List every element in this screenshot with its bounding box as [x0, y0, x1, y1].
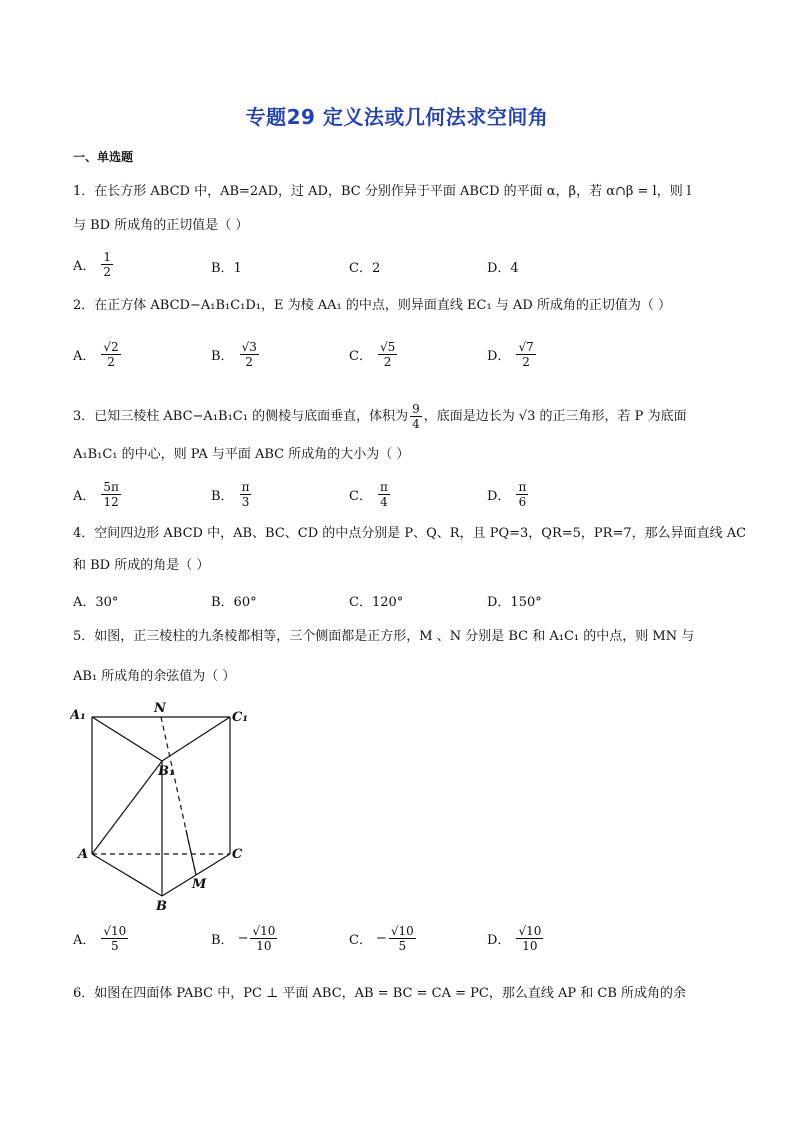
option-label: A． — [73, 489, 96, 504]
label-b1: B₁ — [158, 764, 175, 779]
page-title: 专题29 定义法或几何法求空间角 — [245, 105, 549, 129]
q2-option-c[interactable] — [349, 340, 397, 369]
q5-option-d[interactable] — [487, 924, 543, 953]
q4-option-d[interactable]: D．150° — [487, 595, 542, 610]
fraction: $\frac{√7}{2}$ — [518, 340, 534, 369]
fraction: $\frac{√5}{2}$ — [379, 340, 396, 369]
label-c: C — [232, 847, 243, 862]
edge-ab — [92, 854, 162, 896]
option-label: B． — [211, 933, 234, 948]
q2-stem-line1: 2．在正方体 ABCD−A₁B₁C₁D₁，E 为棱 AA₁ 的中点，则异面直线 EC₁ 与 AD 所成角的正切值为（ ） — [73, 298, 672, 313]
option-label: C． — [349, 933, 372, 948]
label-m: M — [192, 877, 207, 892]
q5-option-b[interactable] — [211, 924, 277, 953]
fraction: $\frac{√10}{5}$ — [390, 924, 414, 953]
option-label: B． — [211, 349, 234, 364]
option-label: B． — [211, 489, 234, 504]
fraction: $\frac{√3}{2}$ — [241, 340, 257, 369]
option-label: C． — [349, 489, 372, 504]
option-label: D． — [487, 933, 511, 948]
q3-option-d[interactable] — [487, 480, 528, 509]
label-n: N — [154, 701, 166, 716]
minus-sign: − — [375, 931, 387, 946]
label-a1: A₁ — [70, 708, 86, 723]
label-b: B — [156, 899, 167, 914]
label-c1: C₁ — [232, 710, 249, 725]
fraction: $\frac{√10}{10}$ — [252, 924, 276, 953]
fraction: $\frac{√2}{2}$ — [103, 340, 119, 369]
q5-stem-line2: AB₁ 所成角的余弦值为（ ） — [73, 669, 236, 684]
q4-option-b[interactable]: B．60° — [211, 595, 257, 610]
q1-stem-line2: 与 BD 所成角的正切值是（ ） — [73, 218, 249, 233]
q5-option-a[interactable] — [73, 924, 128, 953]
q3-option-c[interactable] — [349, 480, 390, 509]
option-label: D． — [487, 489, 511, 504]
q3-stem-line2: A₁B₁C₁ 的中心，则 PA 与平面 ABC 所成角的大小为（ ） — [73, 447, 410, 462]
prism-figure — [70, 700, 260, 915]
q4-option-a[interactable]: A．30° — [73, 595, 119, 610]
minus-sign: − — [237, 931, 249, 946]
q1-option-c[interactable]: C．2 — [349, 261, 381, 276]
fraction: $\frac{1}{2}$ — [103, 250, 112, 279]
fraction: $\frac{\pi}{6}$ — [518, 480, 527, 509]
segment-ab1 — [92, 761, 162, 854]
q2-option-d[interactable] — [487, 340, 536, 369]
q3-stem-line1: 3．已知三棱柱 ABC−A₁B₁C₁ 的侧棱与底面垂直，体积为 $\frac{9}{4}$ ，底面是边长为 √3 的正三角形，若 P 为底面 — [73, 402, 687, 431]
fraction: $\frac{\pi}{3}$ — [241, 480, 250, 509]
q1-stem-line1: 1．在长方形 ABCD 中，AB=2AD，过 AD，BC 分别作异于平面 ABCD 的平面 α，β，若 α∩β = l，则 l — [73, 184, 691, 199]
q1-option-a[interactable] — [73, 250, 113, 279]
q2-option-b[interactable] — [211, 340, 259, 369]
label-a: A — [78, 847, 89, 862]
option-label: A． — [73, 259, 96, 274]
q5-stem-line1: 5．如图，正三棱柱的九条棱都相等，三个侧面都是正方形，M 、N 分别是 BC 和 A₁C₁ 的中点，则 MN 与 — [73, 629, 695, 644]
q4-stem-line2: 和 BD 所成的角是（ ） — [73, 558, 210, 573]
segment-mn-visible — [186, 830, 196, 875]
fraction: $\frac{√10}{10}$ — [518, 924, 542, 953]
fraction: $\frac{5\pi}{12}$ — [103, 480, 119, 509]
q5-option-c[interactable] — [349, 924, 416, 953]
fraction: $\frac{\pi}{4}$ — [379, 480, 388, 509]
q1-option-d[interactable]: D．4 — [487, 261, 519, 276]
edge-b1c1 — [162, 717, 230, 761]
option-label: D． — [487, 349, 511, 364]
section-heading: 一、单选题 — [73, 150, 134, 164]
q2-option-a[interactable] — [73, 340, 121, 369]
option-label: A． — [73, 933, 96, 948]
q1-option-b[interactable]: B．1 — [211, 261, 242, 276]
q3-option-b[interactable] — [211, 480, 251, 509]
fraction: $\frac{√10}{5}$ — [103, 924, 127, 953]
q4-stem-line1: 4．空间四边形 ABCD 中，AB、BC、CD 的中点分别是 P、Q、R，且 PQ=3，QR=5，PR=7，那么异面直线 AC — [73, 526, 747, 541]
q6-stem-line1: 6．如图在四面体 PABC 中，PC ⊥ 平面 ABC，AB = BC = CA = PC，那么直线 AP 和 CB 所成角的余 — [73, 986, 687, 1001]
volume-fraction: $\frac{9}{4}$ — [412, 402, 420, 431]
edge-a1b1 — [92, 717, 162, 761]
q3-option-a[interactable] — [73, 480, 121, 509]
option-label: C． — [349, 349, 372, 364]
option-label: A． — [73, 349, 96, 364]
q4-option-c[interactable]: C．120° — [349, 595, 404, 610]
